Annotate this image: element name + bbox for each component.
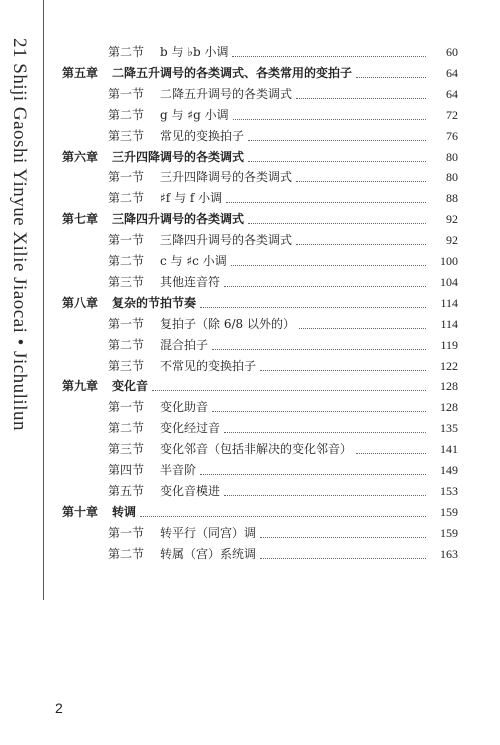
dot-leader [260,537,426,538]
toc-page-number: 149 [440,463,458,477]
toc-page-number: 114 [440,316,458,331]
toc-page-number: 100 [440,254,458,268]
toc-section-row[interactable] [0,251,500,271]
dot-leader [356,77,426,78]
toc-title: 复拍子（除 6/8 以外的） [160,316,295,331]
toc-title: 不常见的变换拍子 [160,358,257,373]
toc-title: 三升四降调号的各类调式 [160,170,293,185]
toc-label: 第二节 [108,337,145,352]
toc-chapter-row[interactable] [0,293,500,313]
toc-page-number: 104 [440,274,458,289]
toc-section-row[interactable] [0,126,500,146]
toc-title: 变化助音 [160,400,209,415]
toc-section-row[interactable] [0,84,500,104]
toc-title: c 与 ♯c 小调 [160,254,227,268]
toc-page-number: 64 [446,65,458,80]
toc-title: 混合拍子 [160,337,209,352]
toc-title: 变化音模进 [160,483,221,498]
toc-title: 转属（宫）系统调 [160,546,257,561]
toc-page-number: 135 [440,421,458,436]
series-title: 21 Shiji Gaoshi Yinyue Xilie Jiaocai • Jichulilun [9,38,30,431]
toc-chapter-row[interactable] [0,502,500,522]
toc-title: 转调 [112,504,137,519]
toc-title: 变化邻音（包括非解决的变化邻音） [160,442,353,457]
toc-page-number: 153 [440,483,458,498]
dot-leader [248,140,426,141]
toc-label: 第二节 [108,546,145,561]
toc-label: 第九章 [62,379,99,394]
toc-title: 二降五升调号的各类调式 [160,86,293,101]
toc-chapter-row[interactable] [0,209,500,229]
dot-leader [299,328,426,329]
toc-title: ♯f 与 f 小调 [160,191,223,206]
dot-leader [224,286,426,287]
toc-section-row[interactable] [0,42,500,62]
toc-section-row[interactable] [0,481,500,501]
toc-section-row[interactable] [0,439,500,459]
dot-leader [233,119,426,120]
toc-section-row[interactable] [0,418,500,438]
toc-page-number: 122 [440,358,458,373]
toc-section-row[interactable] [0,356,500,376]
toc-title: 半音阶 [160,463,197,477]
toc-label: 第六章 [62,149,99,164]
toc-page-number: 159 [440,504,458,519]
toc-page-number: 128 [440,379,458,394]
toc-label: 第一节 [108,316,145,331]
toc-page-number: 119 [440,337,458,352]
toc-title: b 与 ♭b 小调 [160,45,229,59]
dot-leader [224,432,426,433]
toc-page-number: 92 [446,212,458,227]
toc-label: 第三节 [108,442,145,457]
dot-leader [248,161,426,162]
toc-chapter-row[interactable] [0,376,500,396]
toc-title: 转平行（同宫）调 [160,525,257,540]
toc-label: 第二节 [108,254,145,268]
dot-leader [296,244,426,245]
toc-label: 第一节 [108,525,145,540]
toc-title: 常见的变换拍子 [160,128,245,143]
toc-label: 第一节 [108,170,145,185]
dot-leader [200,307,426,308]
dot-leader [356,453,426,454]
dot-leader [296,98,426,99]
dot-leader [140,516,426,517]
toc-title: 二降五升调号的各类调式、各类常用的变拍子 [112,65,353,80]
dot-leader [232,56,426,57]
toc-label: 第二节 [108,191,145,206]
toc-title: g 与 ♯g 小调 [160,107,229,122]
toc-label: 第一节 [108,400,145,415]
toc-section-row[interactable] [0,105,500,125]
toc-title: 变化音 [112,379,149,394]
toc-page-number: 114 [440,295,458,310]
toc-section-row[interactable] [0,167,500,187]
toc-label: 第五章 [62,65,99,80]
toc-label: 第十章 [62,504,99,519]
toc-label: 第二节 [108,45,145,59]
toc-page-number: 80 [446,170,458,185]
toc-title: 复杂的节拍节奏 [112,295,197,310]
dot-leader [260,370,426,371]
toc-page-number: 128 [440,400,458,415]
dot-leader [248,223,426,224]
dot-leader [231,265,426,266]
toc-title: 三降四升调号的各类调式 [112,212,245,227]
toc-section-row[interactable] [0,523,500,543]
toc-page-number: 64 [446,86,458,101]
toc-page-number: 92 [446,233,458,248]
toc-section-row[interactable] [0,272,500,292]
toc-title: 其他连音符 [160,274,221,289]
toc-section-row[interactable] [0,335,500,355]
toc-label: 第五节 [108,483,145,498]
toc-section-row[interactable] [0,314,500,334]
toc-label: 第一节 [108,233,145,248]
toc-page-number: 72 [446,107,458,122]
toc-label: 第七章 [62,212,99,227]
toc-label: 第三节 [108,128,145,143]
dot-leader [260,558,426,559]
toc-page-number: 141 [440,442,458,457]
toc-label: 第三节 [108,358,145,373]
toc-chapter-row[interactable] [0,147,500,167]
toc-title: 变化经过音 [160,421,221,436]
toc-label: 第八章 [62,295,99,310]
toc-section-row[interactable] [0,188,500,208]
toc-page-number: 163 [440,546,458,561]
toc-page-number: 159 [440,525,458,540]
dot-leader [224,495,426,496]
dot-leader [200,474,426,475]
page-number: 2 [55,700,63,716]
toc-section-row[interactable] [0,397,500,417]
toc-label: 第三节 [108,274,145,289]
toc-title: 三降四升调号的各类调式 [160,233,293,248]
toc-section-row[interactable] [0,230,500,250]
toc-chapter-row[interactable] [0,63,500,83]
dot-leader [212,411,426,412]
toc-label: 第二节 [108,421,145,436]
toc-page-number: 88 [446,191,458,206]
toc-section-row[interactable] [0,460,500,480]
dot-leader [152,390,426,391]
toc-label: 第二节 [108,107,145,122]
toc-page-number: 60 [446,45,458,59]
dot-leader [226,202,426,203]
toc-section-row[interactable] [0,544,500,564]
toc-title: 三升四降调号的各类调式 [112,149,245,164]
dot-leader [296,181,426,182]
toc-label: 第四节 [108,463,145,477]
toc-page-number: 80 [446,149,458,164]
toc-page-number: 76 [446,128,458,143]
toc-label: 第一节 [108,86,145,101]
dot-leader [212,349,426,350]
